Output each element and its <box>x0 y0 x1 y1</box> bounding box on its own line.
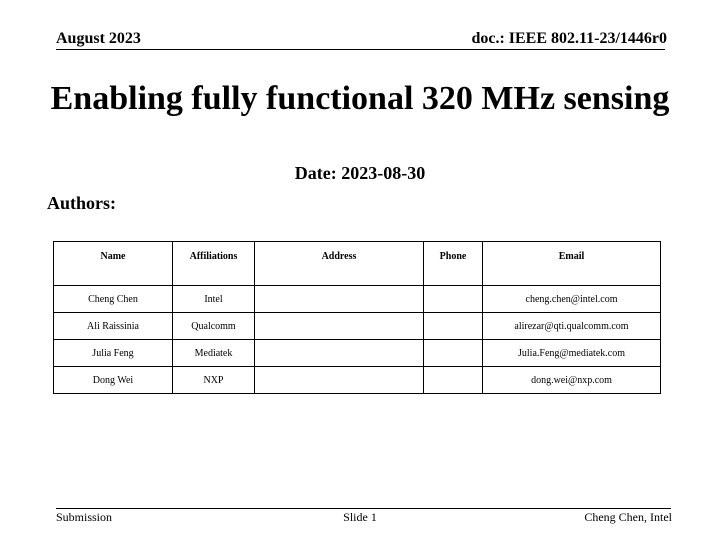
author-email: Julia.Feng@mediatek.com <box>483 340 661 367</box>
author-email: cheng.chen@intel.com <box>483 286 661 313</box>
column-header-affiliations: Affiliations <box>173 242 255 286</box>
author-affiliation: Mediatek <box>173 340 255 367</box>
author-name: Julia Feng <box>54 340 173 367</box>
header-date: August 2023 <box>56 30 141 47</box>
column-header-name: Name <box>54 242 173 286</box>
table-row <box>54 313 661 340</box>
column-header-phone: Phone <box>424 242 483 286</box>
author-phone <box>424 340 483 367</box>
author-address <box>255 313 424 340</box>
author-affiliation: NXP <box>173 367 255 394</box>
author-address <box>255 286 424 313</box>
author-name: Dong Wei <box>54 367 173 394</box>
author-phone <box>424 313 483 340</box>
footer-slide-number: Slide 1 <box>343 510 377 524</box>
author-email: alirezar@qti.qualcomm.com <box>483 313 661 340</box>
author-name: Ali Raissinia <box>54 313 173 340</box>
author-affiliation: Intel <box>173 286 255 313</box>
table-row <box>54 340 661 367</box>
table-header-row <box>54 242 661 286</box>
author-address <box>255 367 424 394</box>
date-line: Date: 2023-08-30 <box>294 163 426 183</box>
header-doc-id: doc.: IEEE 802.11-23/1446r0 <box>471 30 667 47</box>
author-name: Cheng Chen <box>54 286 173 313</box>
author-email: dong.wei@nxp.com <box>483 367 661 394</box>
author-address <box>255 340 424 367</box>
author-phone <box>424 367 483 394</box>
author-affiliation: Qualcomm <box>173 313 255 340</box>
authors-label: Authors: <box>47 193 117 213</box>
slide-title: Enabling fully functional 320 MHz sensing <box>50 80 670 117</box>
author-phone <box>424 286 483 313</box>
footer-author: Cheng Chen, Intel <box>584 510 672 524</box>
table-row <box>54 367 661 394</box>
authors-table <box>53 241 661 394</box>
footer-divider <box>56 508 671 509</box>
column-header-email: Email <box>483 242 661 286</box>
table-row <box>54 286 661 313</box>
column-header-address: Address <box>255 242 424 286</box>
footer-submission: Submission <box>56 510 113 524</box>
header-divider <box>56 49 665 50</box>
